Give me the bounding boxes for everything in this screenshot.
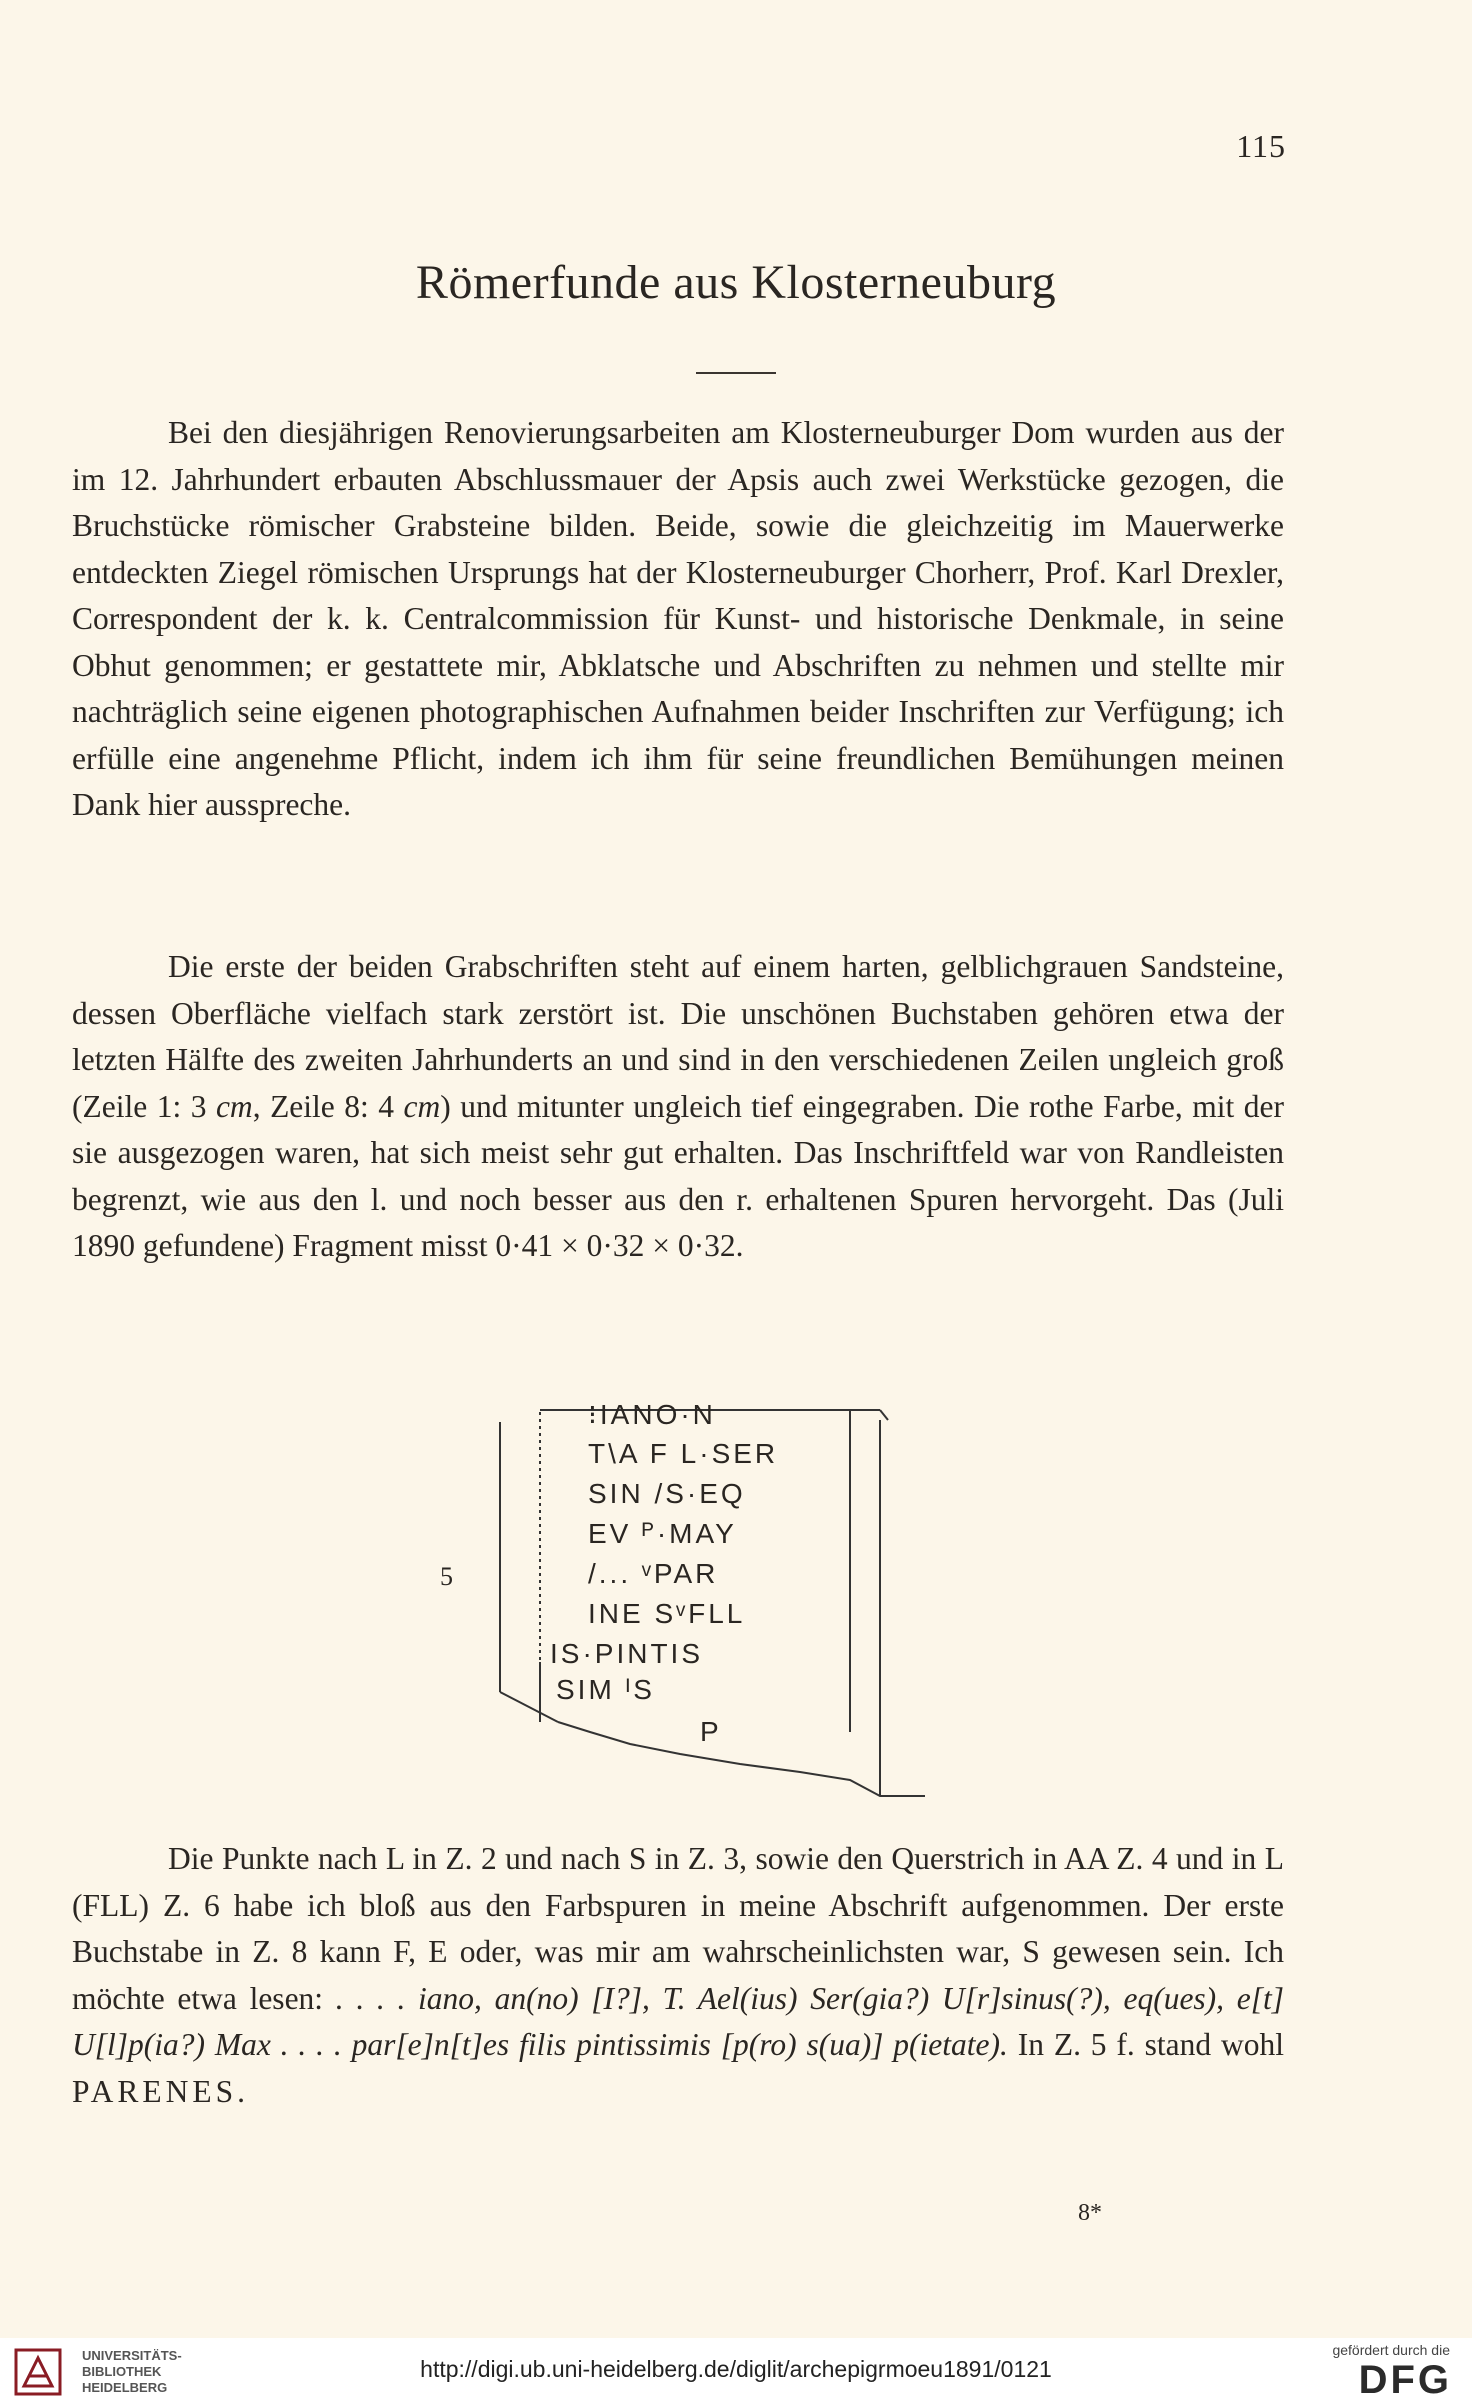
inscription-line-8: SIM ᴵS (556, 1674, 655, 1705)
title-divider (696, 372, 776, 374)
paragraph-2-text (72, 944, 1284, 1270)
unit-cm-1: cm (215, 1088, 253, 1124)
article-title: Römerfunde aus Klosterneuburg (415, 256, 1057, 309)
inscription-line-4: EV ᴾ·MAY (588, 1518, 737, 1549)
page-number: 115 (1236, 128, 1286, 164)
paragraph-2 (72, 944, 1284, 1270)
inscription-figure (440, 1392, 960, 1812)
footer-bar (0, 2338, 1472, 2406)
paragraph-3-part-a: Die Punkte nach L in Z. 2 und nach S in Z. 3, sowie den Querstrich in AA Z. 4 und in L (FLL) Z. 6 habe ich bloß aus den Farbspuren in meine Abschrift aufgenommen. Der erste Buchstabe in Z. 8 kann F, E oder, was mir am wahrscheinlichsten war, S gewesen sein. Ich möchte etwa lesen: (72, 1841, 1284, 2016)
parentes-word: PARENES. (72, 2073, 250, 2109)
library-name-line-1: UNIVERSITÄTS- (82, 2348, 182, 2363)
paragraph-1-text: Bei den diesjährigen Renovierungsarbeiten am Klosterneuburger Dom wurden aus der im 12. Jahrhundert erbauten Abschlussmauer der Apsis auch zwei Werkstücke gezogen, die Bruchstücke römischer Grabsteine bilden. Beide, sowie die gleichzeitig im Mauerwerke entdeckten Ziegel römischen Ursprungs hat der Klosterneuburger Chorherr, Prof. Karl Drexler, Correspondent der k. k. Centralcommission für Kunst- und historische Denkmale, in seine Obhut genommen; er gestattete mir, Abklatsche und Abschriften zu nehmen und stellte mir nachträglich seine eigenen photographischen Aufnahmen beider Inschriften zur Verfügung; ich erfülle eine angenehme Pflicht, indem ich ihm für seine freundlichen Bemühungen meinen Dank hier ausspreche. (72, 415, 1284, 822)
paragraph-1 (72, 410, 1284, 829)
dfg-logo: DFG (1358, 2358, 1452, 2402)
paragraph-2-part-c: ) und mitunter ungleich tief eingegraben. Die rothe Farbe, mit der sie ausgezogen waren, hat sich meist sehr gut erhalten. Das Inschriftfeld war von Randleisten begrenzt, wie aus den l. und noch besser aus den r. erhaltenen Spuren hervorgeht. Das (Juli 1890 gefundene) Fragment misst 0·41 × 0·32 × 0·32. (72, 1088, 1284, 1263)
inscription-line-9: P (700, 1716, 722, 1747)
inscription-line-3: SIN /S·EQ (588, 1478, 746, 1509)
paragraph-3-text (72, 1836, 1284, 2115)
inscription-line-5: /... ᵛPAR (588, 1558, 719, 1589)
paragraph-3-part-b: In Z. 5 f. stand wohl (1007, 2027, 1284, 2062)
paragraph-3 (72, 1836, 1284, 2115)
inscription-line-1: ⁝IANO·N (588, 1399, 716, 1430)
inscription-line-7: IS·PINTIS (550, 1638, 704, 1669)
funding-label: gefördert durch die (1332, 2342, 1450, 2358)
inscription-line-6: INE SᵛFLL (588, 1598, 746, 1629)
unit-cm-2: cm (403, 1088, 441, 1124)
library-name-line-2: BIBLIOTHEK (82, 2364, 162, 2379)
inscription-line-number: 5 (440, 1562, 453, 1591)
paragraph-2-part-b: , Zeile 8: 4 (252, 1088, 404, 1124)
source-url-link[interactable]: http://digi.ub.uni-heidelberg.de/diglit/archepigrmoeu1891/0121 (420, 2356, 1052, 2382)
inscription-line-2: T\A F L·SER (588, 1438, 779, 1469)
signature-mark: 8* (1078, 2200, 1102, 2226)
library-name-line-3: HEIDELBERG (82, 2380, 168, 2395)
proposed-reading: . . . . iano, an(no) [I?], T. Ael(ius) Ser(gia?) U[r]sinus(?), eq(ues), e[t] U[l]p(ia?) Max . . . . par[e]n[t]es filis pintissimis [p(ro) s(ua)] p(ietate). (72, 1980, 1284, 2062)
paragraph-2-part-a: Die erste der beiden Grabschriften steht auf einem harten, gelblichgrauen Sandsteine, dessen Oberfläche vielfach stark zerstört ist. Die unschönen Buchstaben gehören etwa der letzten Hälfte des zweiten Jahrhunderts an und sind in den verschiedenen Zeilen ungleich groß (Zeile 1: 3 (72, 949, 1284, 1124)
